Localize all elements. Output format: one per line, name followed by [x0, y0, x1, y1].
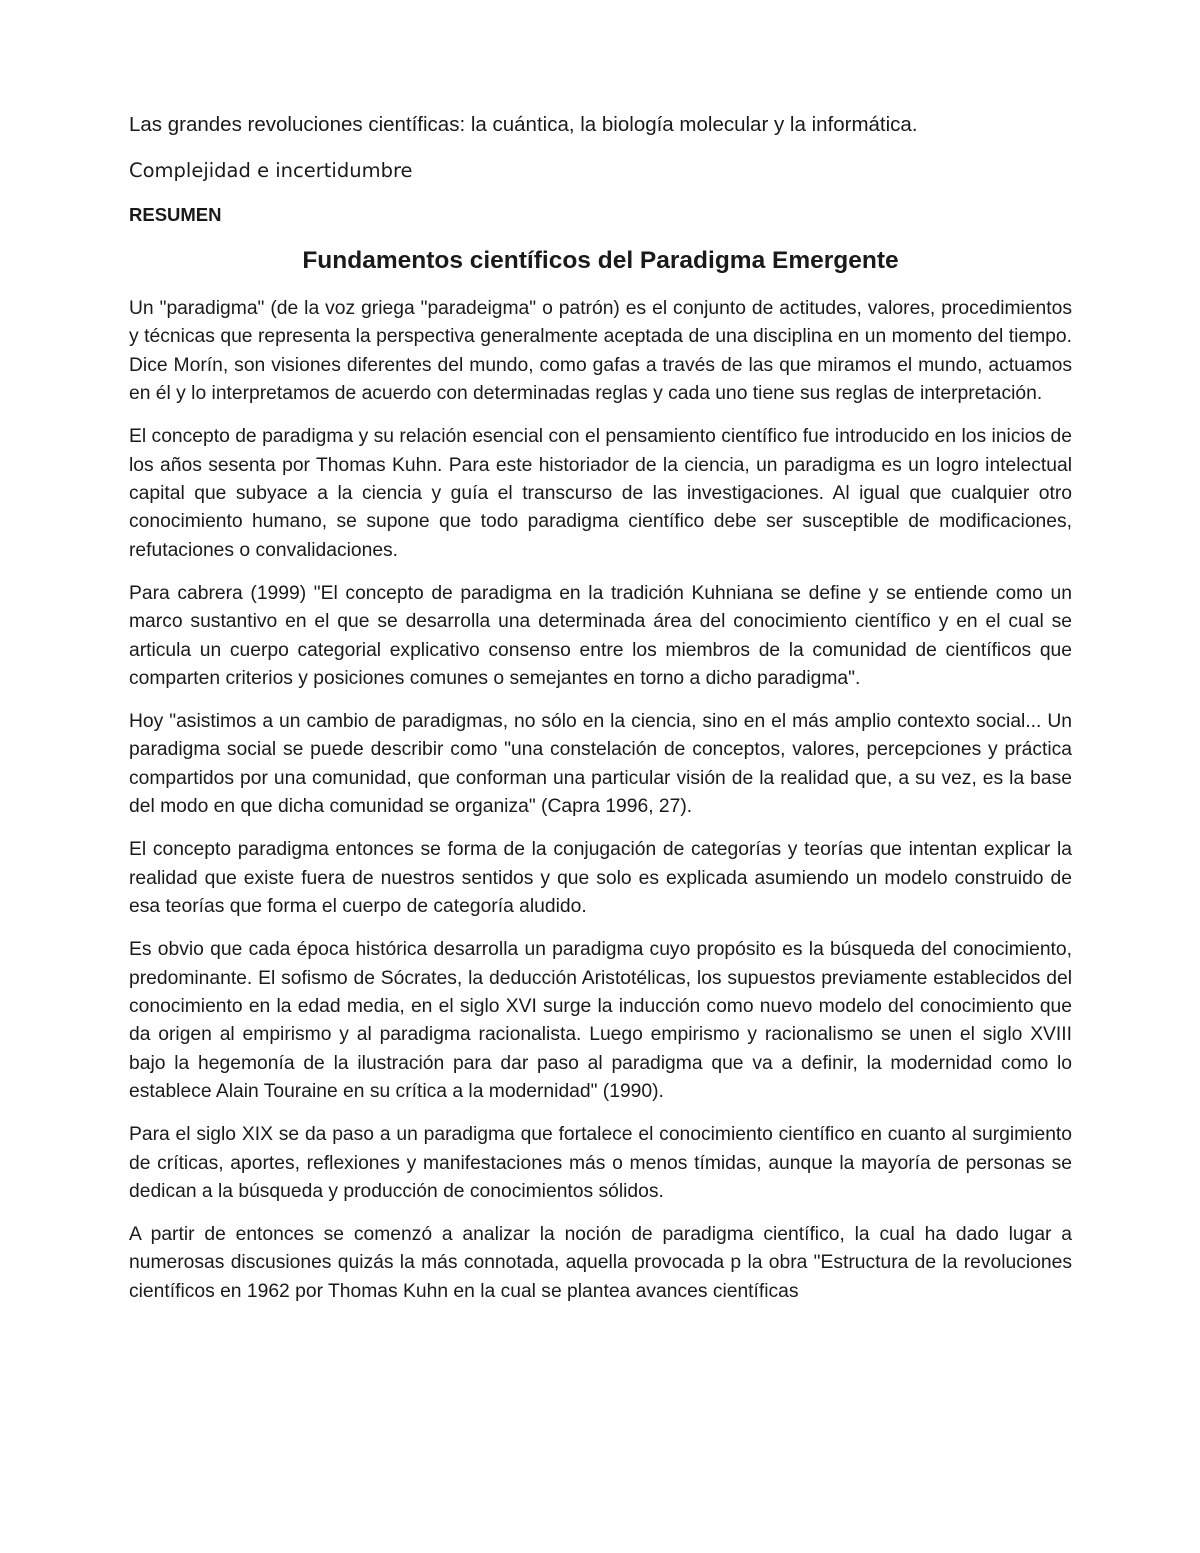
paragraph-3: Para cabrera (1999) "El concepto de paradigma en la tradición Kuhniana se define y se entiende como un marco sustantivo en el que se desarrolla una determinada área del conocimiento científico y en el cual se articula un cuerpo categorial explicativo consenso entre los miembros de la comunidad de científicos que comparten criterios y posiciones comunes o semejantes en torno a dicho paradigma". [129, 582, 1072, 690]
paragraph-7: Para el siglo XIX se da paso a un paradigma que fortalece el conocimiento científico en cuanto al surgimiento de críticas, aportes, reflexiones y manifestaciones más o menos tímidas, aunque la mayoría de personas se dedican a la búsqueda y producción de conocimientos sólidos. [129, 1124, 1072, 1202]
paragraph-2: El concepto de paradigma y su relación esencial con el pensamiento científico fue introducido en los inicios de los años sesenta por Thomas Kuhn. Para este historiador de la ciencia, un paradigma es un logro intelectual capital que subyace a la ciencia y guía el transcurso de las investigaciones. Al igual que cualquier otro conocimiento humano, se supone que todo paradigma científico debe ser susceptible de modificaciones, refutaciones o convalidaciones. [129, 426, 1072, 561]
paragraph-6: Es obvio que cada época histórica desarrolla un paradigma cuyo propósito es la búsqueda del conocimiento, predominante. El sofismo de Sócrates, la deducción Aristotélicas, los supuestos previamente establecidos del conocimiento en la edad media, en el siglo XVI surge la inducción como nuevo modelo del conocimiento que da origen al empirismo y al paradigma racionalista. Luego empirismo y racionalismo se unen el siglo XVIII bajo la hegemonía de la ilustración para dar paso al paradigma que va a definir, la modernidad como lo establece Alain Touraine en su crítica a la modernidad" (1990). [129, 939, 1072, 1103]
paragraph-4: Hoy "asistimos a un cambio de paradigmas, no sólo en la ciencia, sino en el más amplio contexto social... Un paradigma social se puede describir como "una constelación de conceptos, valores, percepciones y práctica compartidos por una comunidad, que conforman una particular visión de la realidad que, a su vez, es la base del modo en que dicha comunidad se organiza" (Capra 1996, 27). [129, 711, 1072, 818]
section-heading: Fundamentos científicos del Paradigma Emergente [302, 247, 899, 274]
document-body [129, 111, 1072, 1306]
paragraph-1: Un "paradigma" (de la voz griega "paradeigma" o patrón) es el conjunto de actitudes, valores, procedimientos y técnicas que representa la perspectiva generalmente aceptada de una disciplina en un momento del tiempo. Dice Morín, son visiones diferentes del mundo, como gafas a través de las que miramos el mundo, actuamos en él y lo interpretamos de acuerdo con determinadas reglas y cada uno tiene sus reglas de interpretación. [129, 298, 1072, 405]
document-subtitle: Complejidad e incertidumbre [129, 159, 413, 182]
paragraph-5: El concepto paradigma entonces se forma de la conjugación de categorías y teorías que intentan explicar la realidad que existe fuera de nuestros sentidos y que solo es explicada asumiendo un modelo construido de esa teorías que forma el cuerpo de categoría aludido. [129, 839, 1072, 918]
paragraph-8: A partir de entonces se comenzó a analizar la noción de paradigma científico, la cual ha dado lugar a numerosas discusiones quizás la más connotada, aquella provocada p la obra "Estructura de la revoluciones científicos en 1962 por Thomas Kuhn en la cual se plantea avances científicas [129, 1223, 1072, 1302]
summary-label: RESUMEN [129, 204, 222, 225]
document-topic-line: Las grandes revoluciones científicas: la cuántica, la biología molecular y la informática. [129, 113, 918, 136]
